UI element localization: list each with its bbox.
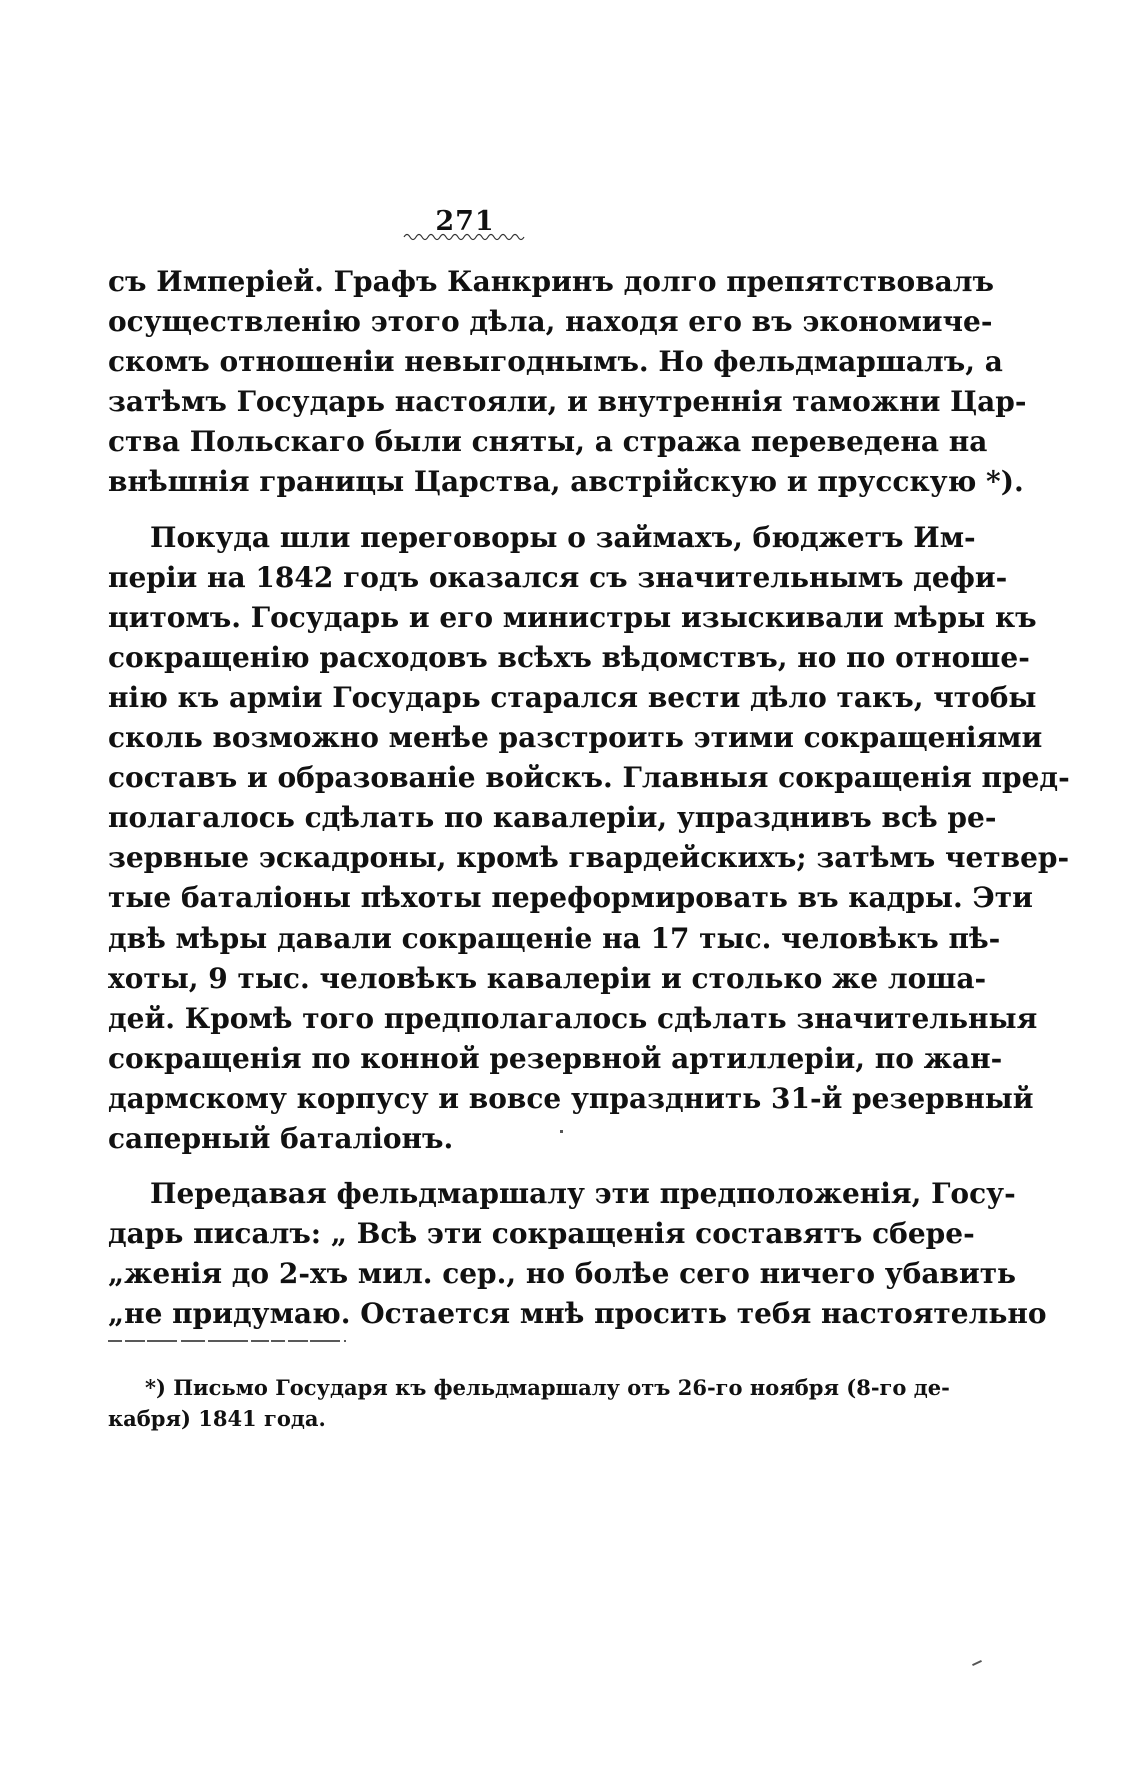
text-line: дармскому корпусу и вовсе упразднить 31-й резервный xyxy=(108,1081,1034,1115)
text-line: нію къ арміи Государь старался вести дѣло такъ, чтобы xyxy=(108,680,1037,714)
text-line: осуществленію этого дѣла, находя его въ экономиче- xyxy=(108,305,993,339)
text-line: „женія до 2-хъ мил. сер., но болѣе сего ничего убавить xyxy=(108,1257,1017,1291)
text-line: зервные эскадроны, кромѣ гвардейскихъ; затѣмъ четвер- xyxy=(108,841,1070,875)
text-line: дарь писалъ: „ Всѣ эти сокращенія составятъ сбере- xyxy=(108,1217,975,1251)
text-line: съ Имперіей. Графъ Канкринъ долго препятствовалъ xyxy=(108,265,995,298)
text-line: скомъ отношеніи невыгоднымъ. Но фельдмаршалъ, а xyxy=(108,345,1003,379)
text-line: „не придумаю. Остается мнѣ просить тебя настоятельно xyxy=(108,1297,1047,1331)
text-line: хоты, 9 тыс. человѣкъ кавалеріи и столько же лоша- xyxy=(108,961,987,995)
text-line: внѣшнія границы Царства, австрійскую и прусскую *). xyxy=(108,465,1024,499)
page-number: 271 xyxy=(435,206,495,237)
footnote xyxy=(108,1372,950,1434)
text-line: сколь возможно менѣе разстроить этими сокращеніями xyxy=(108,721,1043,755)
text-line: сокращенія по конной резервной артиллеріи, по жан- xyxy=(108,1041,1003,1075)
text-line: сокращенію расходовъ всѣхъ вѣдомствъ, но по отноше- xyxy=(108,640,1030,674)
text-line: цитомъ. Государь и его министры изыскивали мѣры къ xyxy=(108,600,1037,634)
text-line: Покуда шли переговоры о займахъ, бюджетъ Им- xyxy=(150,520,976,554)
text-line: ства Польскаго были сняты, а стража переведена на xyxy=(108,425,988,459)
scan-speck xyxy=(972,1660,982,1666)
text-line: полагалось сдѣлать по кавалеріи, упразднивъ всѣ ре- xyxy=(108,801,997,835)
footnote-divider xyxy=(108,1339,346,1343)
page-number-ornament xyxy=(404,232,526,242)
main-text xyxy=(108,262,1070,1334)
text-line: затѣмъ Государь настояли, и внутреннія таможни Цар- xyxy=(108,385,1027,419)
text-line: тые баталіоны пѣхоты переформировать въ кадры. Эти xyxy=(108,881,1033,915)
text-line: Передавая фельдмаршалу эти предположенія, Госу- xyxy=(150,1177,1016,1211)
text-line: саперный баталіонъ. xyxy=(108,1121,454,1155)
scan-speck xyxy=(560,1130,563,1133)
footnote-line: *) Письмо Государя къ фельдмаршалу отъ 26-го ноября (8-го де- xyxy=(145,1375,950,1400)
text-line: составъ и образованіе войскъ. Главныя сокращенія пред- xyxy=(108,761,1070,795)
text-line: дей. Кромѣ того предполагалось сдѣлать значительныя xyxy=(108,1001,1038,1035)
footnote-line: кабря) 1841 года. xyxy=(108,1406,326,1431)
text-line: двѣ мѣры давали сокращеніе на 17 тыс. человѣкъ пѣ- xyxy=(108,921,1001,955)
text-line: періи на 1842 годъ оказался съ значительнымъ дефи- xyxy=(108,560,1008,594)
